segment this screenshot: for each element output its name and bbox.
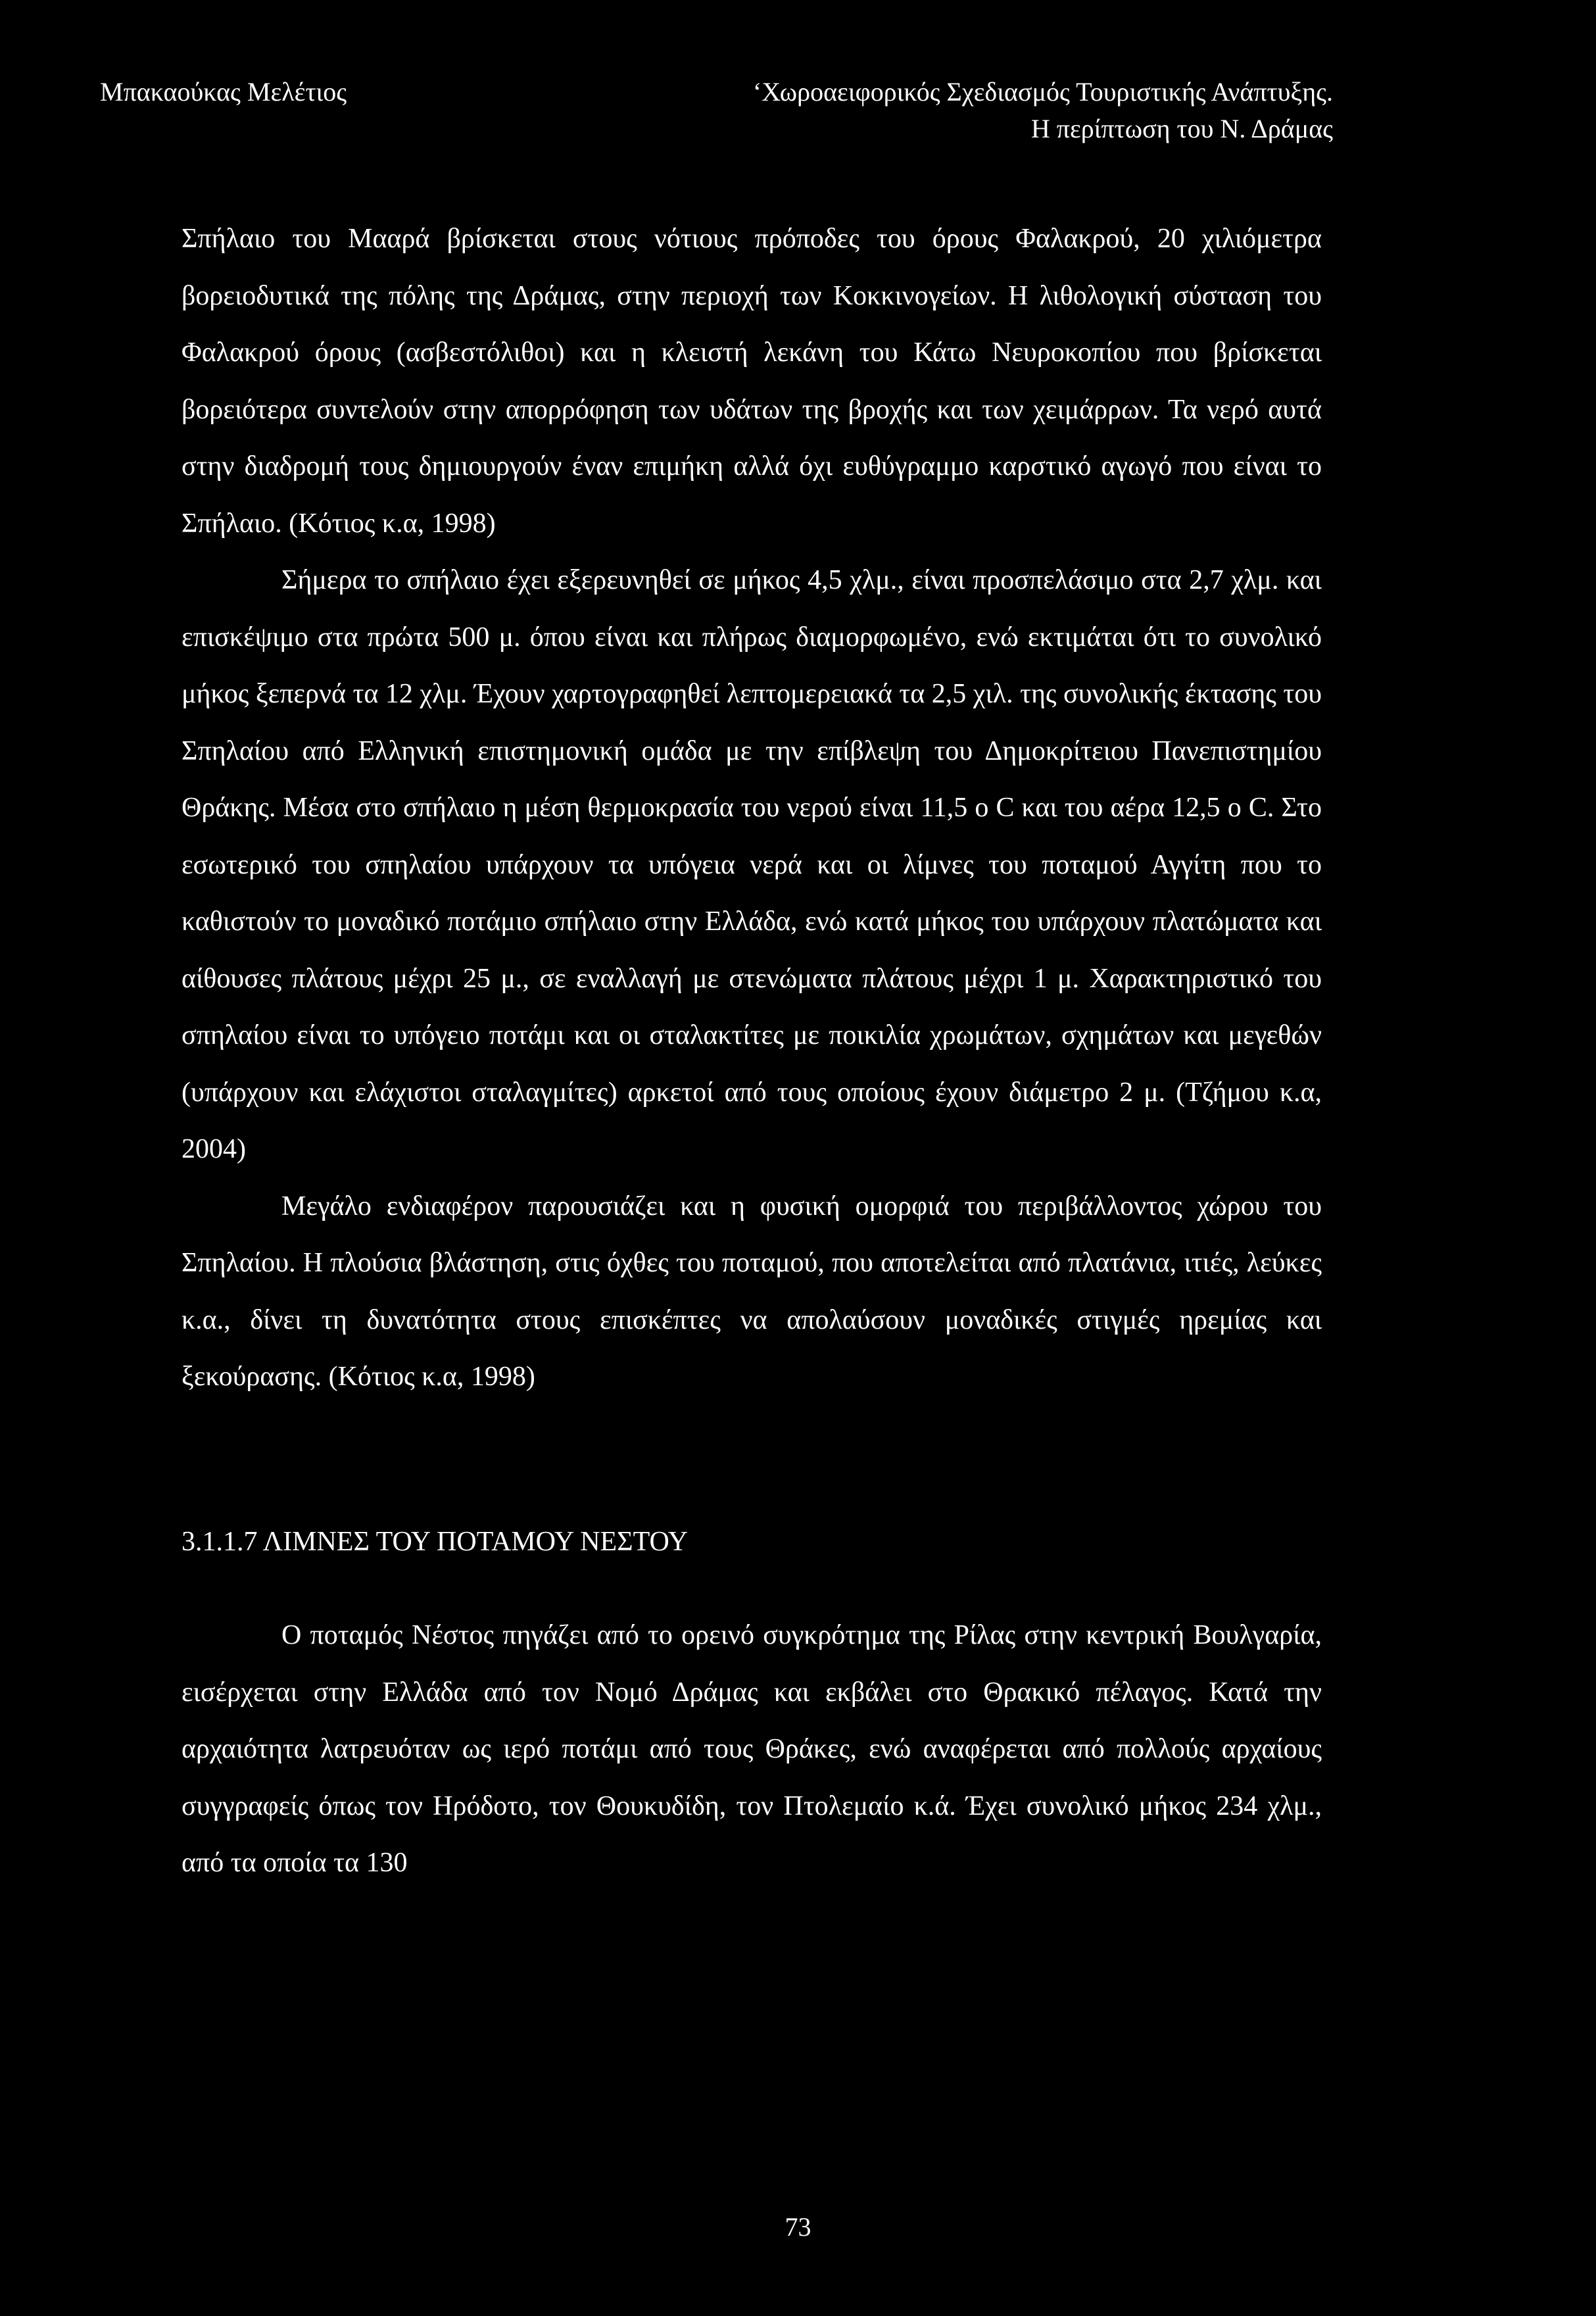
paragraph-cave-intro: Σπήλαιο του Μααρά βρίσκεται στους νότιους πρόποδες του όρους Φαλακρού, 20 χιλιόμετρα βορειοδυτικά της πόλης της Δράμας, στην περιοχή των Κοκκινογείων. Η λιθολογική σύσταση του Φαλακρού όρους (ασβεστόλιθοι) και η κλειστή λεκάνη του Κάτω Νευροκοπίου που βρίσκεται βορειότερα συντελούν στην απορρόφηση των υδάτων της βροχής και των χειμάρρων. Τα νερό αυτά στην διαδρομή τους δημιουργούν έναν επιμήκη αλλά όχι ευθύγραμμο καρστικό αγωγό που είναι το Σπήλαιο. (Κότιος κ.α, 1998) (181, 224, 1322, 539)
running-header-title: ‘Χωροαειφορικός Σχεδιασμός Τουριστικής Ανάπτυξης. Η περίπτωση του Ν. Δράμας (752, 77, 1333, 143)
paragraph-nestos-river: Ο ποταμός Νέστος πηγάζει από το ορεινό συγκρότημα της Ρίλας στην κεντρική Βουλγαρία, εισέρχεται στην Ελλάδα από τον Νομό Δράμας και εκβάλει στο Θρακικό πέλαγος. Κατά την αρχαιότητα λατρευόταν ως ιερό ποτάμι από τους Θράκες, ενώ αναφέρεται από πολλούς αρχαίους συγγραφείς όπως τον Ηρόδοτο, τον Θουκυδίδη, τον Πτολεμαίο κ.ά. Έχει συνολικό μήκος 234 χλμ., από τα οποία τα 130 (181, 1620, 1322, 1878)
running-header-author: Μπακαούκας Μελέτιος (100, 77, 347, 107)
section-heading: 3.1.1.7 ΛΙΜΝΕΣ ΤΟΥ ΠΟΤΑΜΟΥ ΝΕΣΤΟΥ (181, 1526, 689, 1557)
page-number: 73 (785, 2212, 811, 2242)
page-body (181, 210, 1322, 1892)
paragraph-cave-surroundings: Μεγάλο ενδιαφέρον παρουσιάζει και η φυσική ομορφιά του περιβάλλοντος χώρου του Σπηλαίου. Η πλούσια βλάστηση, στις όχθες του ποταμού, που αποτελείται από πλατάνια, ιτιές, λεύκες κ.α., δίνει τη δυνατότητα στους επισκέπτες να απολαύσουν μοναδικές στιγμές ηρεμίας και ξεκούρασης. (Κότιος κ.α, 1998) (181, 1191, 1322, 1392)
paragraph-cave-exploration: Σήμερα το σπήλαιο έχει εξερευνηθεί σε μήκος 4,5 χλμ., είναι προσπελάσιμο στα 2,7 χλμ. και επισκέψιμο στα πρώτα 500 μ. όπου είναι και πλήρως διαμορφωμένο, ενώ εκτιμάται ότι το συνολικό μήκος ξεπερνά τα 12 χλμ. Έχουν χαρτογραφηθεί λεπτομερειακά τα 2,5 χιλ. της συνολικής έκτασης του Σπηλαίου από Ελληνική επιστημονική ομάδα με την επίβλεψη του Δημοκρίτειου Πανεπιστημίου Θράκης. Μέσα στο σπήλαιο η μέση θερμοκρασία του νερού είναι 11,5 ο C και του αέρα 12,5 ο C. Στο εσωτερικό του σπηλαίου υπάρχουν τα υπόγεια νερά και οι λίμνες του ποταμού Αγγίτη που το καθιστούν το μοναδικό ποτάμιο σπήλαιο στην Ελλάδα, ενώ κατά μήκος του υπάρχουν πλατώματα και αίθουσες πλάτους μέχρι 25 μ., σε εναλλαγή με στενώματα πλάτους μέχρι 1 μ. Χαρακτηριστικό του σπηλαίου είναι το υπόγειο ποτάμι και οι σταλακτίτες με ποικιλία χρωμάτων, σχημάτων και μεγεθών (υπάρχουν και ελάχιστοι σταλαγμίτες) αρκετοί από τους οποίους έχουν διάμετρο 2 μ. (Τζήμου κ.α, 2004) (181, 565, 1322, 1164)
